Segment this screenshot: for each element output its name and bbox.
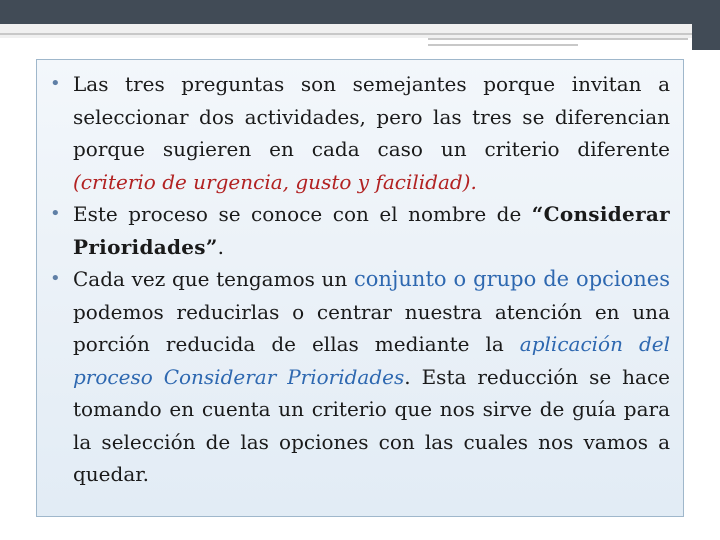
- bullet-emphasis: “Considerar Prioridades”: [73, 202, 670, 259]
- bullet-icon: •: [50, 203, 61, 224]
- bullet-list: [37, 60, 683, 491]
- header-rule: [0, 33, 692, 35]
- bullet-text-end: .: [217, 234, 225, 259]
- header-rule-shorter: [428, 44, 578, 46]
- bullet-text-end: . Esta reducción se hace tomando en cuenta un criterio que nos sirve de guía para la selección de las opciones con las cuales nos vamos a quedar.: [73, 364, 670, 486]
- bullet-item: [50, 198, 670, 263]
- bullet-emphasis-2: aplicación del proceso Considerar Prioridades: [73, 332, 670, 389]
- bullet-text: Cada vez que tengamos un: [73, 267, 354, 291]
- bullet-icon: •: [50, 73, 61, 94]
- bullet-emphasis: (criterio de urgencia, gusto y facilidad).: [73, 169, 477, 194]
- header-bar: [0, 0, 720, 24]
- bullet-text-middle: podemos reducirlas o centrar nuestra atención en una porción reducida de ellas mediante la: [73, 299, 670, 356]
- header-light-band: [0, 24, 692, 38]
- bullet-emphasis: conjunto o grupo de opciones: [353, 267, 670, 291]
- bullet-item: [50, 68, 670, 198]
- content-box: [36, 59, 684, 517]
- bullet-item: [50, 263, 670, 491]
- bullet-icon: •: [50, 268, 61, 289]
- header-corner-tab: [692, 0, 720, 50]
- header-rule-short: [428, 38, 688, 40]
- bullet-text: Este proceso se conoce con el nombre de: [73, 202, 532, 226]
- bullet-text: Las tres preguntas son semejantes porque invitan a seleccionar dos actividades, pero las tres se diferencian porque sugieren en cada caso un criterio diferente: [73, 72, 670, 161]
